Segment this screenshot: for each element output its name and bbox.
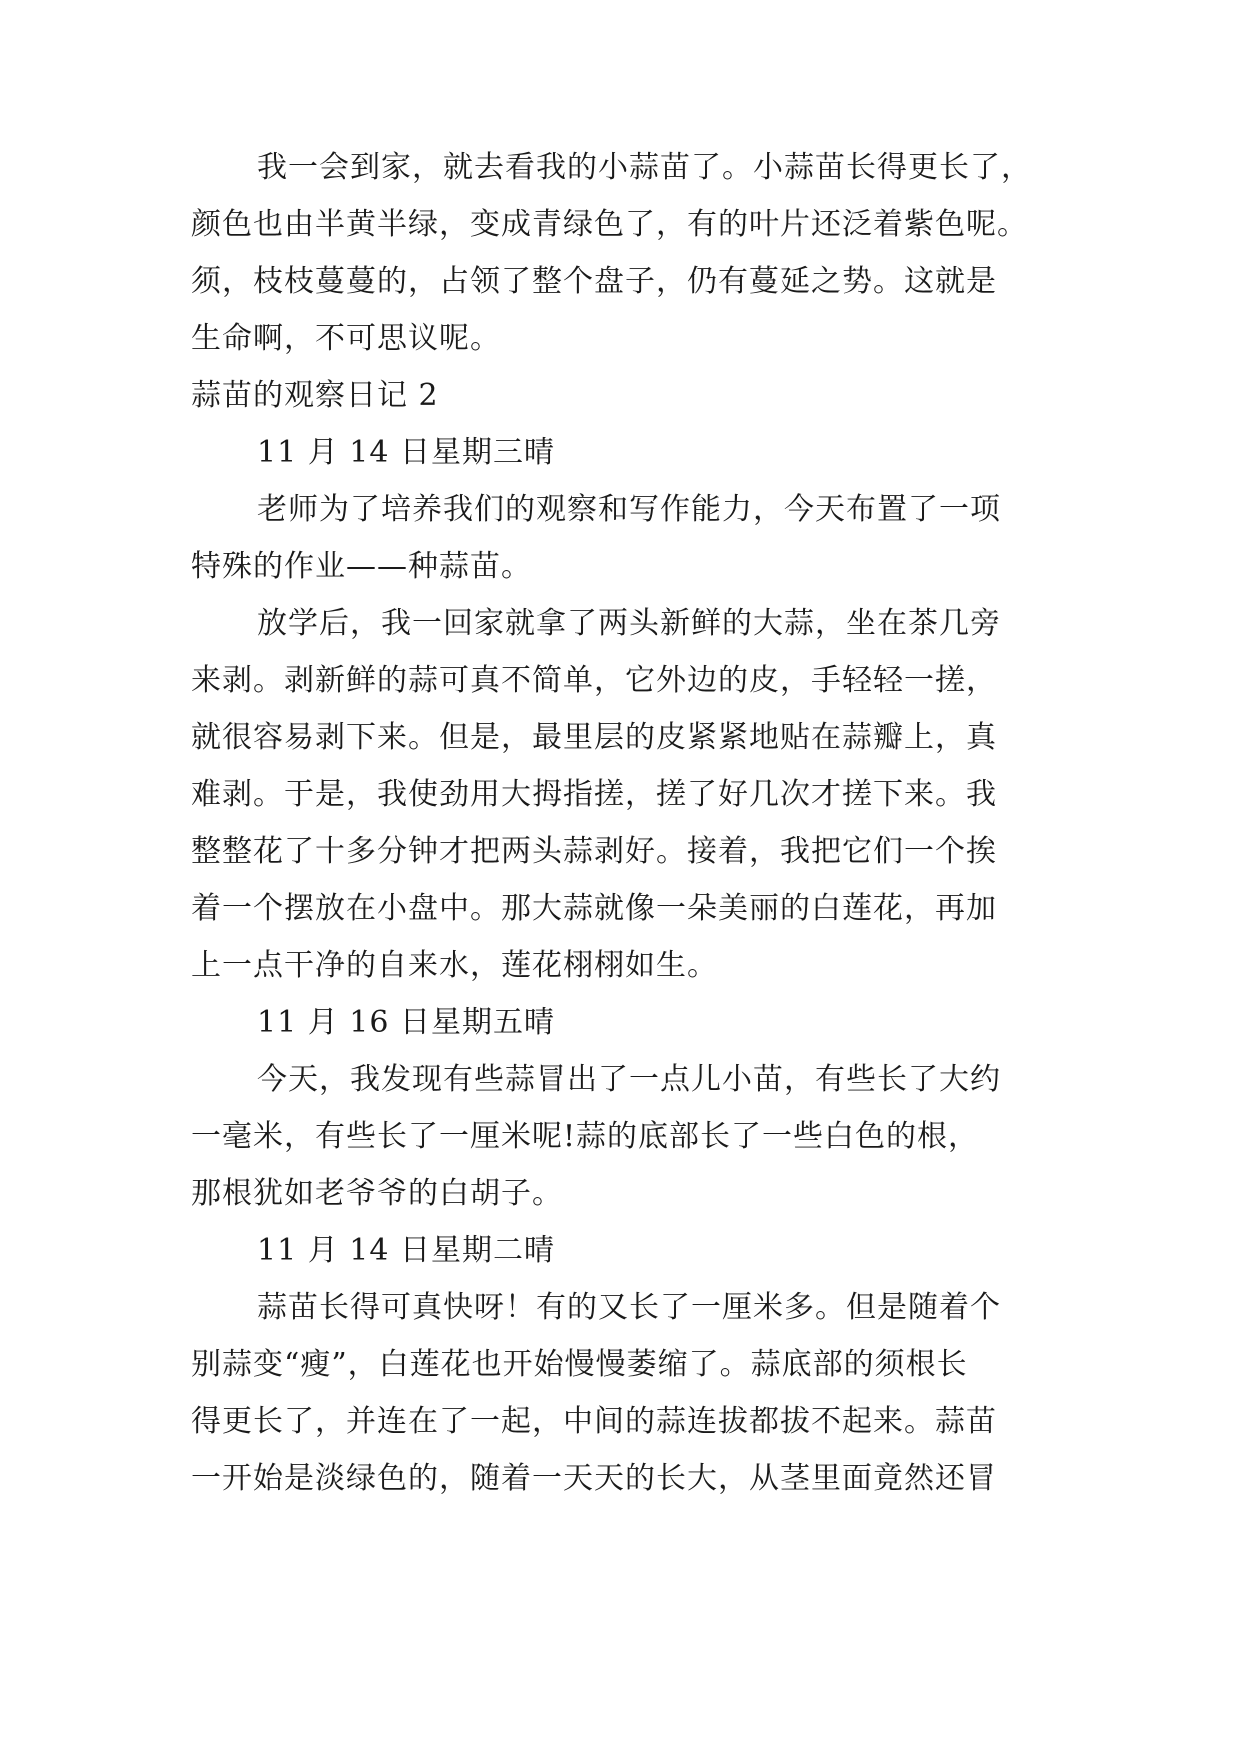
paragraph-line: 放学后，我一回家就拿了两头新鲜的大蒜，坐在茶几旁 [257, 606, 1001, 641]
paragraph-line: 我一会到家，就去看我的小蒜苗了。小蒜苗长得更长了， [257, 150, 1032, 185]
paragraph-line: 来剥。剥新鲜的蒜可真不简单，它外边的皮，手轻轻一搓， [191, 663, 997, 698]
paragraph-line: 一毫米，有些长了一厘米呢!蒜的底部长了一些白色的根， [191, 1119, 980, 1154]
section-title: 蒜苗的观察日记 2 [191, 378, 439, 413]
paragraph-line: 蒜苗长得可真快呀！有的又长了一厘米多。但是随着个 [257, 1290, 1001, 1325]
paragraph-line: 着一个摆放在小盘中。那大蒜就像一朵美丽的白莲花，再加 [191, 891, 997, 926]
diary-date: 11 月 14 日星期二晴 [257, 1233, 555, 1268]
paragraph-line: 就很容易剥下来。但是，最里层的皮紧紧地贴在蒜瓣上，真 [191, 720, 997, 755]
paragraph-line: 那根犹如老爷爷的白胡子。 [191, 1176, 563, 1211]
diary-date: 11 月 16 日星期五晴 [257, 1005, 555, 1040]
paragraph-line: 颜色也由半黄半绿，变成青绿色了，有的叶片还泛着紫色呢。 [191, 207, 1028, 242]
paragraph-line: 生命啊，不可思议呢。 [191, 321, 501, 356]
paragraph-line: 特殊的作业——种蒜苗。 [191, 549, 532, 584]
paragraph-line: 别蒜变“瘦”，白莲花也开始慢慢萎缩了。蒜底部的须根长 [191, 1347, 968, 1382]
paragraph-line: 须，枝枝蔓蔓的，占领了整个盘子，仍有蔓延之势。这就是 [191, 264, 997, 299]
diary-date: 11 月 14 日星期三晴 [257, 435, 555, 470]
paragraph-line: 老师为了培养我们的观察和写作能力，今天布置了一项 [257, 492, 1001, 527]
paragraph-line: 整整花了十多分钟才把两头蒜剥好。接着，我把它们一个挨 [191, 834, 997, 869]
paragraph-line: 难剥。于是，我使劲用大拇指搓，搓了好几次才搓下来。我 [191, 777, 997, 812]
paragraph-line: 一开始是淡绿色的，随着一天天的长大，从茎里面竟然还冒 [191, 1461, 997, 1496]
paragraph-line: 今天，我发现有些蒜冒出了一点儿小苗，有些长了大约 [257, 1062, 1001, 1097]
paragraph-line: 上一点干净的自来水，莲花栩栩如生。 [191, 948, 718, 983]
paragraph-line: 得更长了，并连在了一起，中间的蒜连拔都拔不起来。蒜苗 [191, 1404, 997, 1439]
